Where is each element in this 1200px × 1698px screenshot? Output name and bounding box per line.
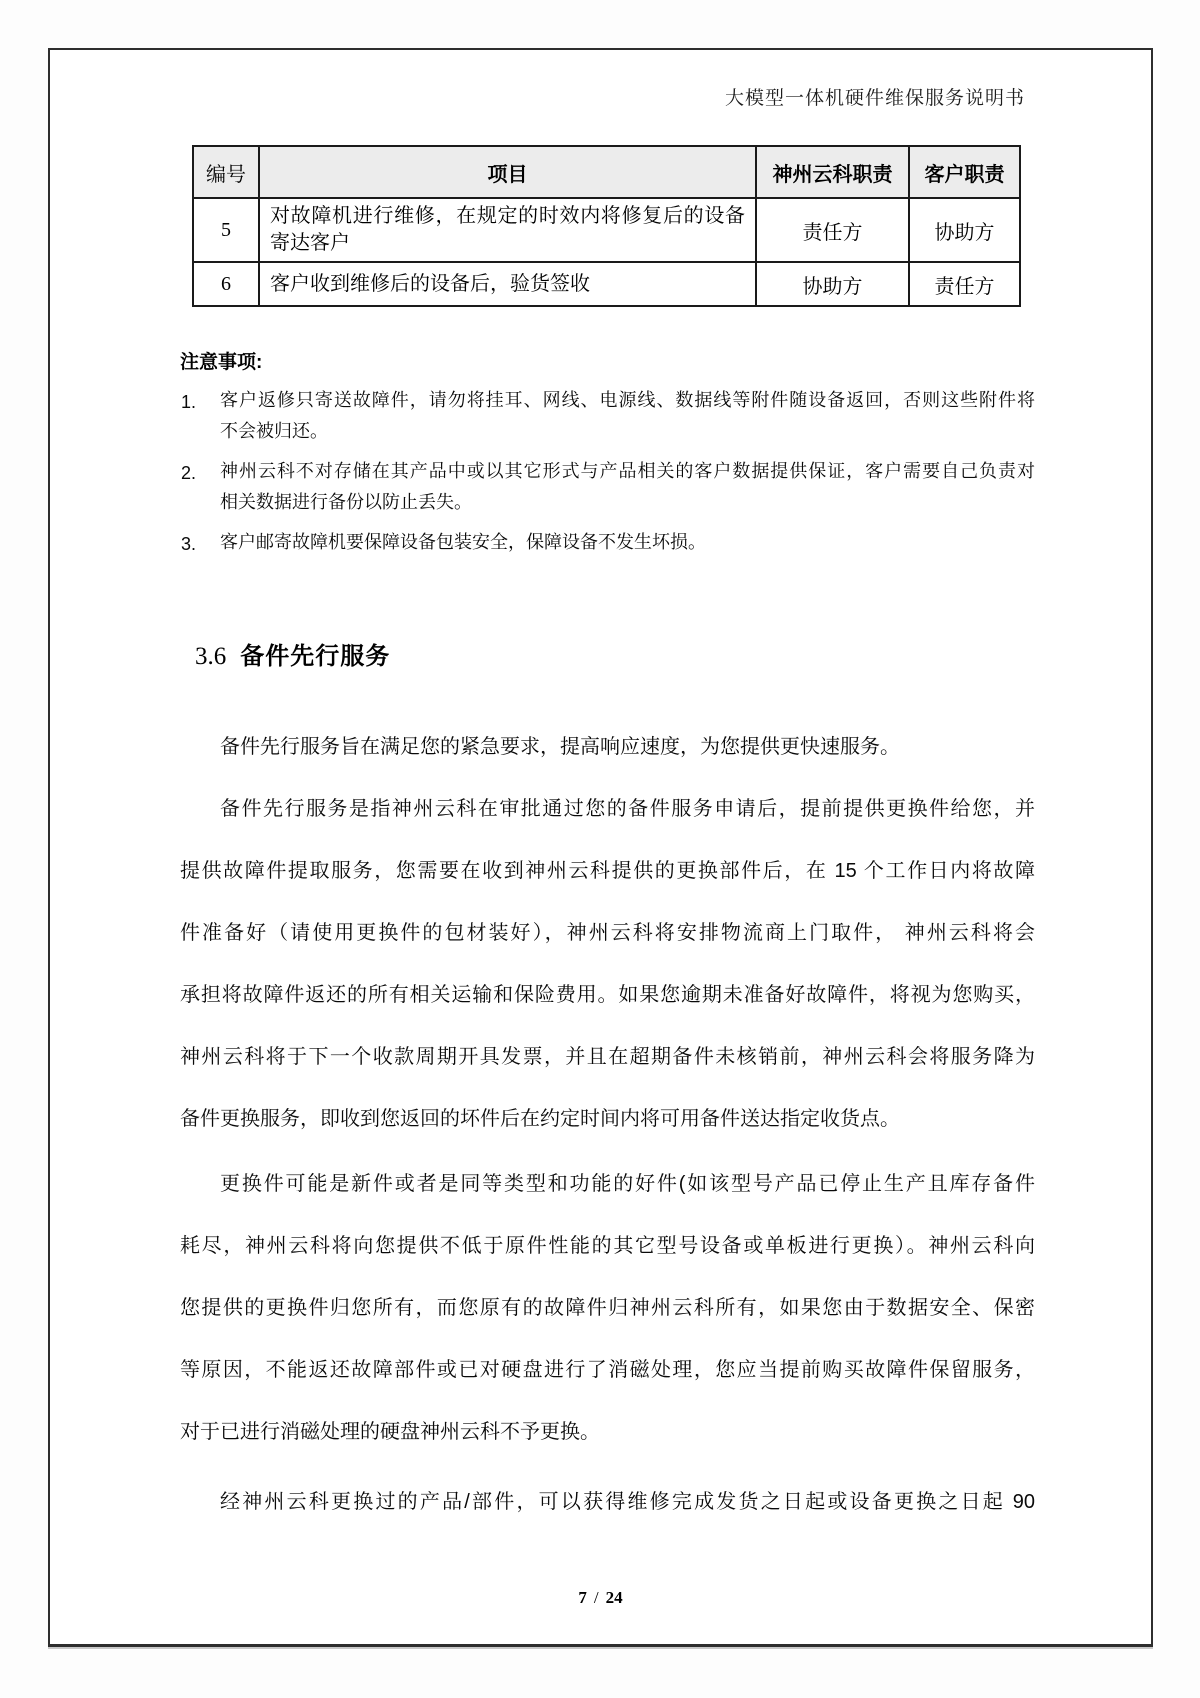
paragraph [180, 795, 1035, 1167]
paragraph-line: 承担将故障件返还的所有相关运输和保险费用。如果您逾期未准备好故障件，将视为您购买， [180, 984, 1035, 1006]
paragraph-line: 耗尽，神州云科将向您提供不低于原件性能的其它型号设备或单板进行更换）。神州云科向 [180, 1235, 1035, 1257]
list-item-number: 3. [181, 534, 197, 554]
paragraph-line: 对于已进行消磁处理的硬盘神州云科不予更换。 [180, 1421, 600, 1443]
table-row [193, 198, 1020, 262]
list-item-line: 神州云科不对存储在其产品中或以其它形式与产品相关的客户数据提供保证，客户需要自己负责对 [220, 461, 1035, 481]
paragraph [180, 1170, 1035, 1480]
row-vendor-role-cell: 协助方 [756, 262, 909, 306]
row-number-cell: 5 [193, 198, 259, 262]
row-customer-role-cell: 协助方 [909, 198, 1020, 262]
paragraph-line: 更换件可能是新件或者是同等类型和功能的好件(如该型号产品已停止生产且库存备件 [220, 1173, 1035, 1195]
row-vendor-role-cell: 责任方 [756, 198, 909, 262]
list-item [180, 458, 1035, 520]
list-item-number: 2. [181, 463, 197, 483]
running-header-title: 大模型一体机硬件维保服务说明书 [724, 88, 1025, 109]
column-header-item: 项目 [259, 146, 756, 198]
section-heading [195, 636, 390, 670]
column-header-number: 编号 [193, 146, 259, 198]
row-customer-role-cell: 责任方 [909, 262, 1020, 306]
notes-title: 注意事项: [180, 352, 263, 373]
table-row [193, 262, 1020, 306]
current-page-number: 7 [578, 1588, 587, 1607]
column-header-vendor-role: 神州云科职责 [756, 146, 909, 198]
page-border [48, 48, 1153, 1647]
paragraph-line: 提供故障件提取服务，您需要在收到神州云科提供的更换部件后，在 15 个工作日内将故障 [180, 860, 1035, 882]
list-item-line: 不会被归还。 [220, 421, 328, 441]
paragraph-line: 您提供的更换件归您所有，而您原有的故障件归神州云科所有，如果您由于数据安全、保密 [180, 1297, 1035, 1319]
table-header-row [193, 146, 1020, 198]
row-number-cell: 6 [193, 262, 259, 306]
list-item [180, 387, 1035, 449]
responsibility-table [192, 145, 1021, 307]
paragraph-line: 备件先行服务是指神州云科在审批通过您的备件服务申请后，提前提供更换件给您，并 [220, 798, 1035, 820]
row-item-cell: 对故障机进行维修，在规定的时效内将修复后的设备寄达客户 [259, 198, 756, 262]
paragraph-line: 等原因，不能返还故障部件或已对硬盘进行了消磁处理，您应当提前购买故障件保留服务， [180, 1359, 1035, 1381]
total-page-count: 24 [605, 1588, 623, 1607]
paragraph-line: 备件先行服务旨在满足您的紧急要求，提高响应速度，为您提供更快速服务。 [220, 736, 900, 758]
list-item-line: 客户返修只寄送故障件，请勿将挂耳、网线、电源线、数据线等附件随设备返回，否则这些附件将 [220, 390, 1035, 410]
column-header-customer-role: 客户职责 [909, 146, 1020, 198]
paragraph-line: 备件更换服务，即收到您返回的坏件后在约定时间内将可用备件送达指定收货点。 [180, 1108, 900, 1130]
page-number [50, 1588, 1151, 1608]
page-number-separator: / [593, 1588, 599, 1607]
section-number: 3.6 [195, 643, 227, 670]
list-item-number: 1. [181, 392, 197, 412]
list-item [180, 529, 1035, 560]
paragraph-line: 经神州云科更换过的产品/部件，可以获得维修完成发货之日起或设备更换之日起 90 [220, 1491, 1035, 1513]
list-item-line: 客户邮寄故障机要保障设备包装安全，保障设备不发生坏损。 [220, 532, 706, 552]
paragraph-line: 件准备好（请使用更换件的包材装好），神州云科将安排物流商上门取件， 神州云科将会 [180, 922, 1035, 944]
paragraph [180, 733, 1035, 795]
paragraph [180, 1488, 1035, 1550]
notes-section [180, 347, 1035, 569]
paragraph-line: 神州云科将于下一个收款周期开具发票，并且在超期备件未核销前，神州云科会将服务降为 [180, 1046, 1035, 1068]
section-title: 备件先行服务 [240, 643, 391, 670]
row-item-cell: 客户收到维修后的设备后，验货签收 [259, 262, 756, 306]
list-item-line: 相关数据进行备份以防止丢失。 [220, 492, 472, 512]
